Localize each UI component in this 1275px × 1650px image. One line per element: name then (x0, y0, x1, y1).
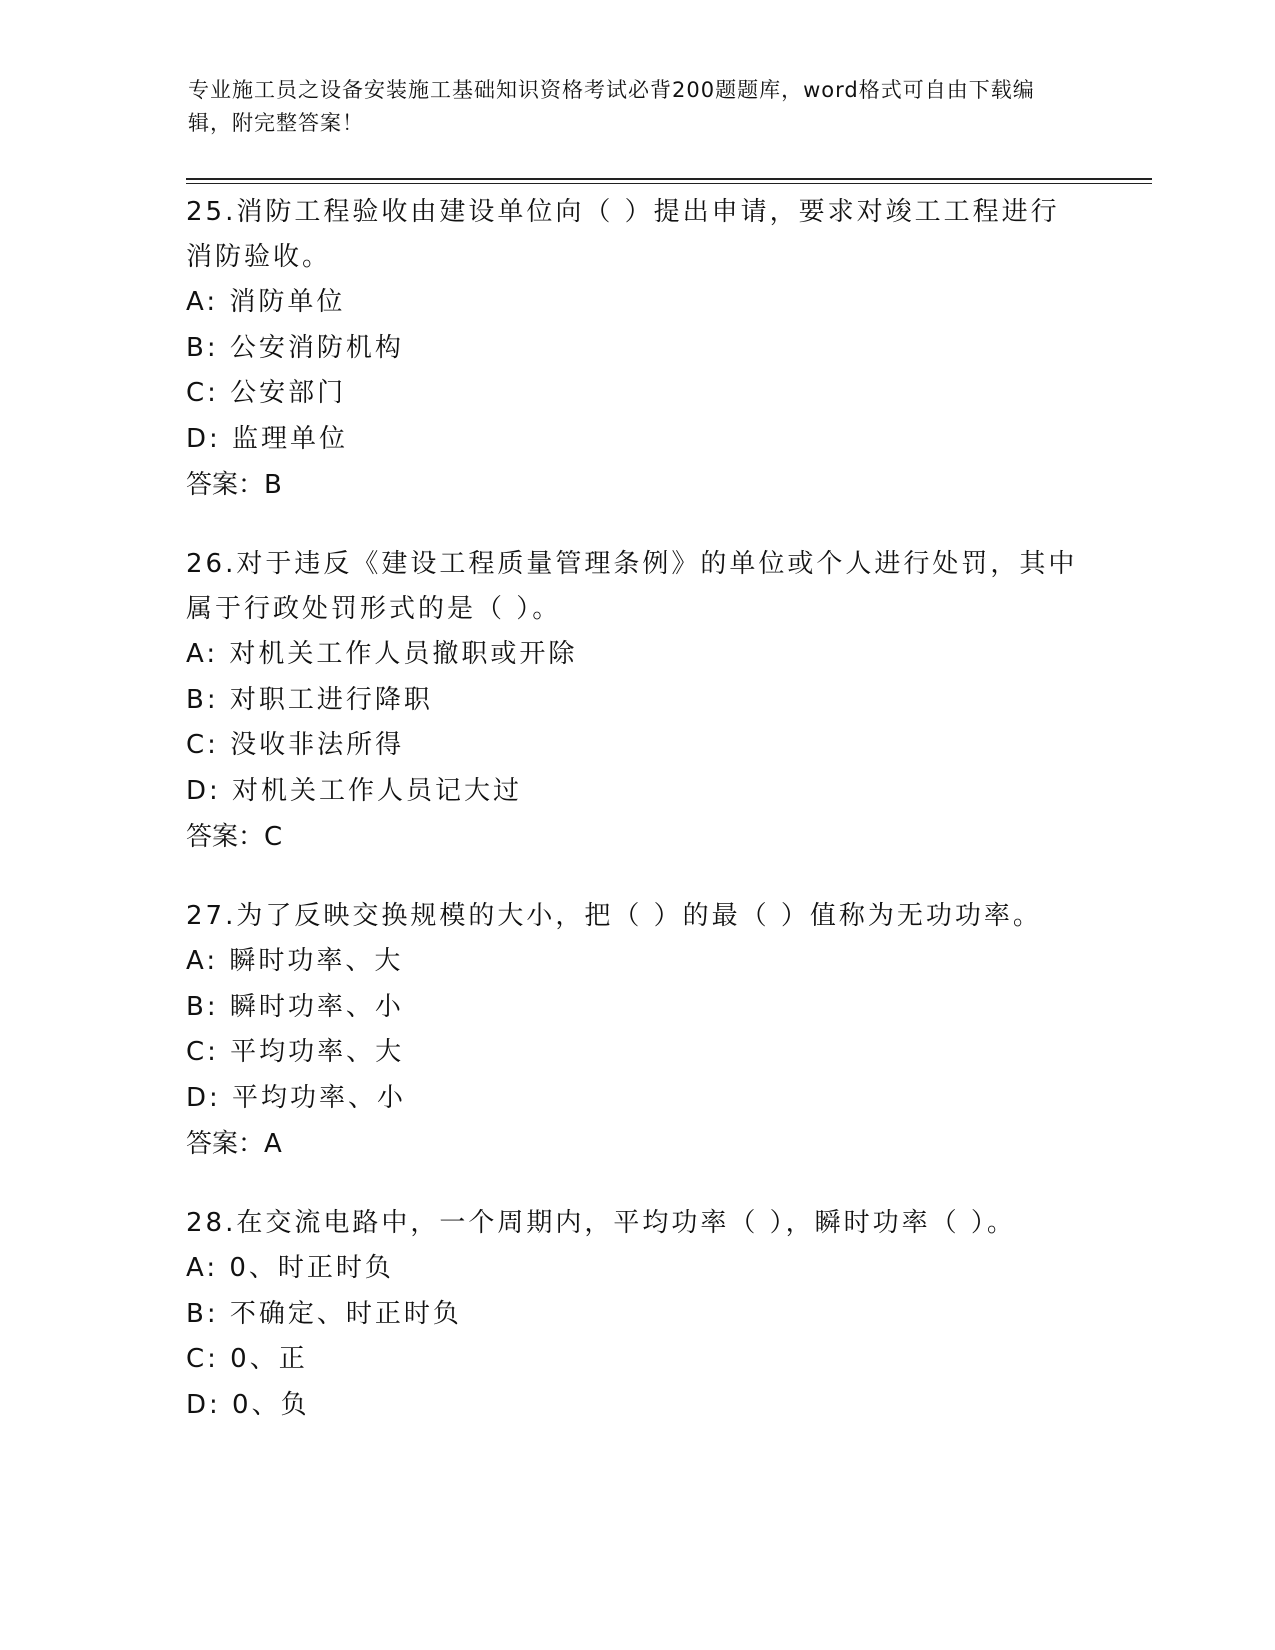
question-28 (186, 1201, 1086, 1428)
option-b: B: 对职工进行降职 (186, 684, 433, 715)
option-a: A: 瞬时功率、大 (186, 946, 404, 976)
option-c: C: 公安部门 (186, 378, 347, 408)
option-d: D: 对机关工作人员记大过 (186, 775, 523, 806)
option-d: D: 平均功率、小 (186, 1082, 407, 1113)
document-header: 专业施工员之设备安装施工基础知识资格考试必背200题题库，word格式可自由下载编辑，附完整答案！ (188, 78, 1035, 135)
question-text: 25.消防工程验收由建设单位向（ ）提出申请，要求对竣工工程进行消防验收。 (186, 197, 1060, 272)
option-a: A: 对机关工作人员撤职或开除 (186, 639, 578, 669)
header-divider-thin (186, 183, 1152, 184)
option-b: B: 瞬时功率、小 (186, 991, 404, 1022)
option-a: A: 消防单位 (186, 287, 346, 317)
header-divider-thick (186, 178, 1152, 180)
question-27 (186, 894, 1086, 1167)
question-text: 27.为了反映交换规模的大小，把（ ）的最（ ）值称为无功功率。 (186, 901, 1042, 931)
option-c: C: 平均功率、大 (186, 1037, 405, 1067)
answer-text: 答案：B (186, 470, 282, 500)
question-25 (186, 190, 1086, 508)
answer-text: 答案：C (186, 822, 283, 852)
option-a: A: 0、时正时负 (186, 1253, 394, 1283)
question-26 (186, 542, 1086, 860)
option-d: D: 监理单位 (186, 423, 349, 454)
option-c: C: 没收非法所得 (186, 730, 405, 760)
option-c: C: 0、正 (186, 1344, 308, 1374)
option-b: B: 不确定、时正时负 (186, 1298, 462, 1329)
question-text: 26.对于违反《建设工程质量管理条例》的单位或个人进行处罚，其中属于行政处罚形式的是（ ）。 (186, 549, 1078, 624)
option-b: B: 公安消防机构 (186, 332, 404, 363)
answer-text: 答案：A (186, 1129, 282, 1159)
question-list (186, 190, 1086, 1462)
question-text: 28.在交流电路中，一个周期内，平均功率（ ），瞬时功率（ ）。 (186, 1208, 1016, 1238)
option-d: D: 0、负 (186, 1389, 310, 1420)
